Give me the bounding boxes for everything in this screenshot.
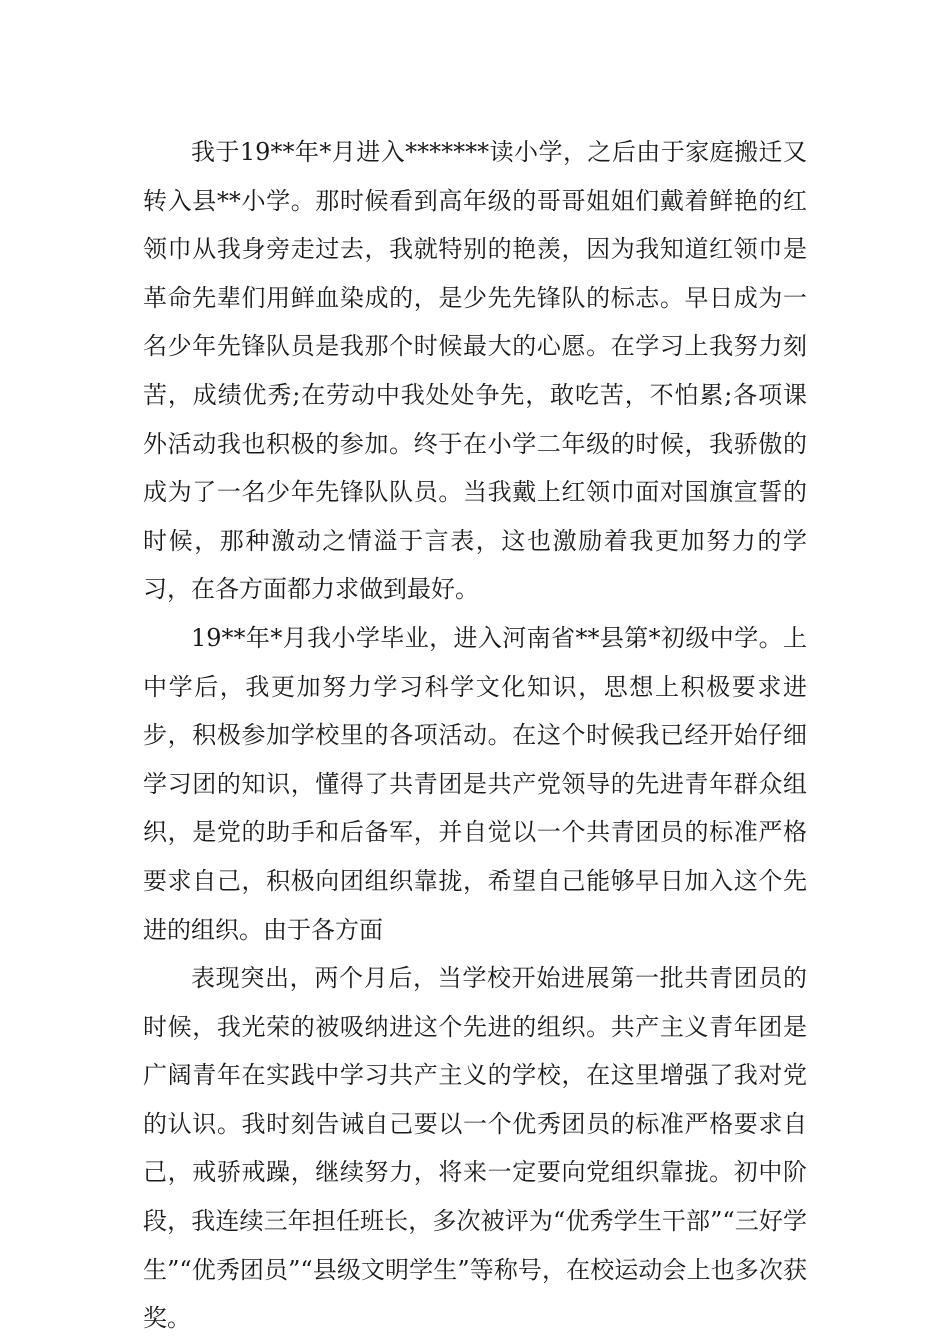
paragraph-youth-league: 表现突出，两个月后，当学校开始进展第一批共青团员的时候，我光荣的被吸纳进这个先进的组织。共产主义青年团是广阔青年在实践中学习共产主义的学校，在这里增强了我对党的认识。我时刻告诫自己要以一个优秀团员的标准严格要求自己，戒骄戒躁，继续努力，将来一定要向党组织靠拢。初中阶段，我连续三年担任班长，多次被评为“优秀学生干部”“三好学生”“优秀团员”“县级文明学生”等称号，在校运动会上也多次获奖。 (143, 964, 807, 1333)
document-body (143, 128, 807, 1343)
paragraph-middle-school: 19**年*月我小学毕业，进入河南省**县第*初级中学。上中学后，我更加努力学习科学文化知识，思想上积极要求进步，积极参加学校里的各项活动。在这个时候我已经开始仔细学习团的知识，懂得了共青团是共产党领导的先进青年群众组织，是党的助手和后备军，并自觉以一个共青团员的标准严格要求自己，积极向团组织靠拢，希望自己能够早日加入这个先进的组织。由于各方面 (143, 623, 807, 944)
paragraph-primary-school: 我于19**年*月进入*******读小学，之后由于家庭搬迁又转入县**小学。那时候看到高年级的哥哥姐姐们戴着鲜艳的红领巾从我身旁走过去，我就特别的艳羡，因为我知道红领巾是革命先辈们用鲜血染成的，是少先先锋队的标志。早日成为一名少年先锋队员是我那个时候最大的心愿。在学习上我努力刻苦，成绩优秀;在劳动中我处处争先，敢吃苦，不怕累;各项课外活动我也积极的参加。终于在小学二年级的时候，我骄傲的成为了一名少年先锋队队员。当我戴上红领巾面对国旗宣誓的时候，那种激动之情溢于言表，这也激励着我更加努力的学习，在各方面都力求做到最好。 (143, 138, 807, 604)
